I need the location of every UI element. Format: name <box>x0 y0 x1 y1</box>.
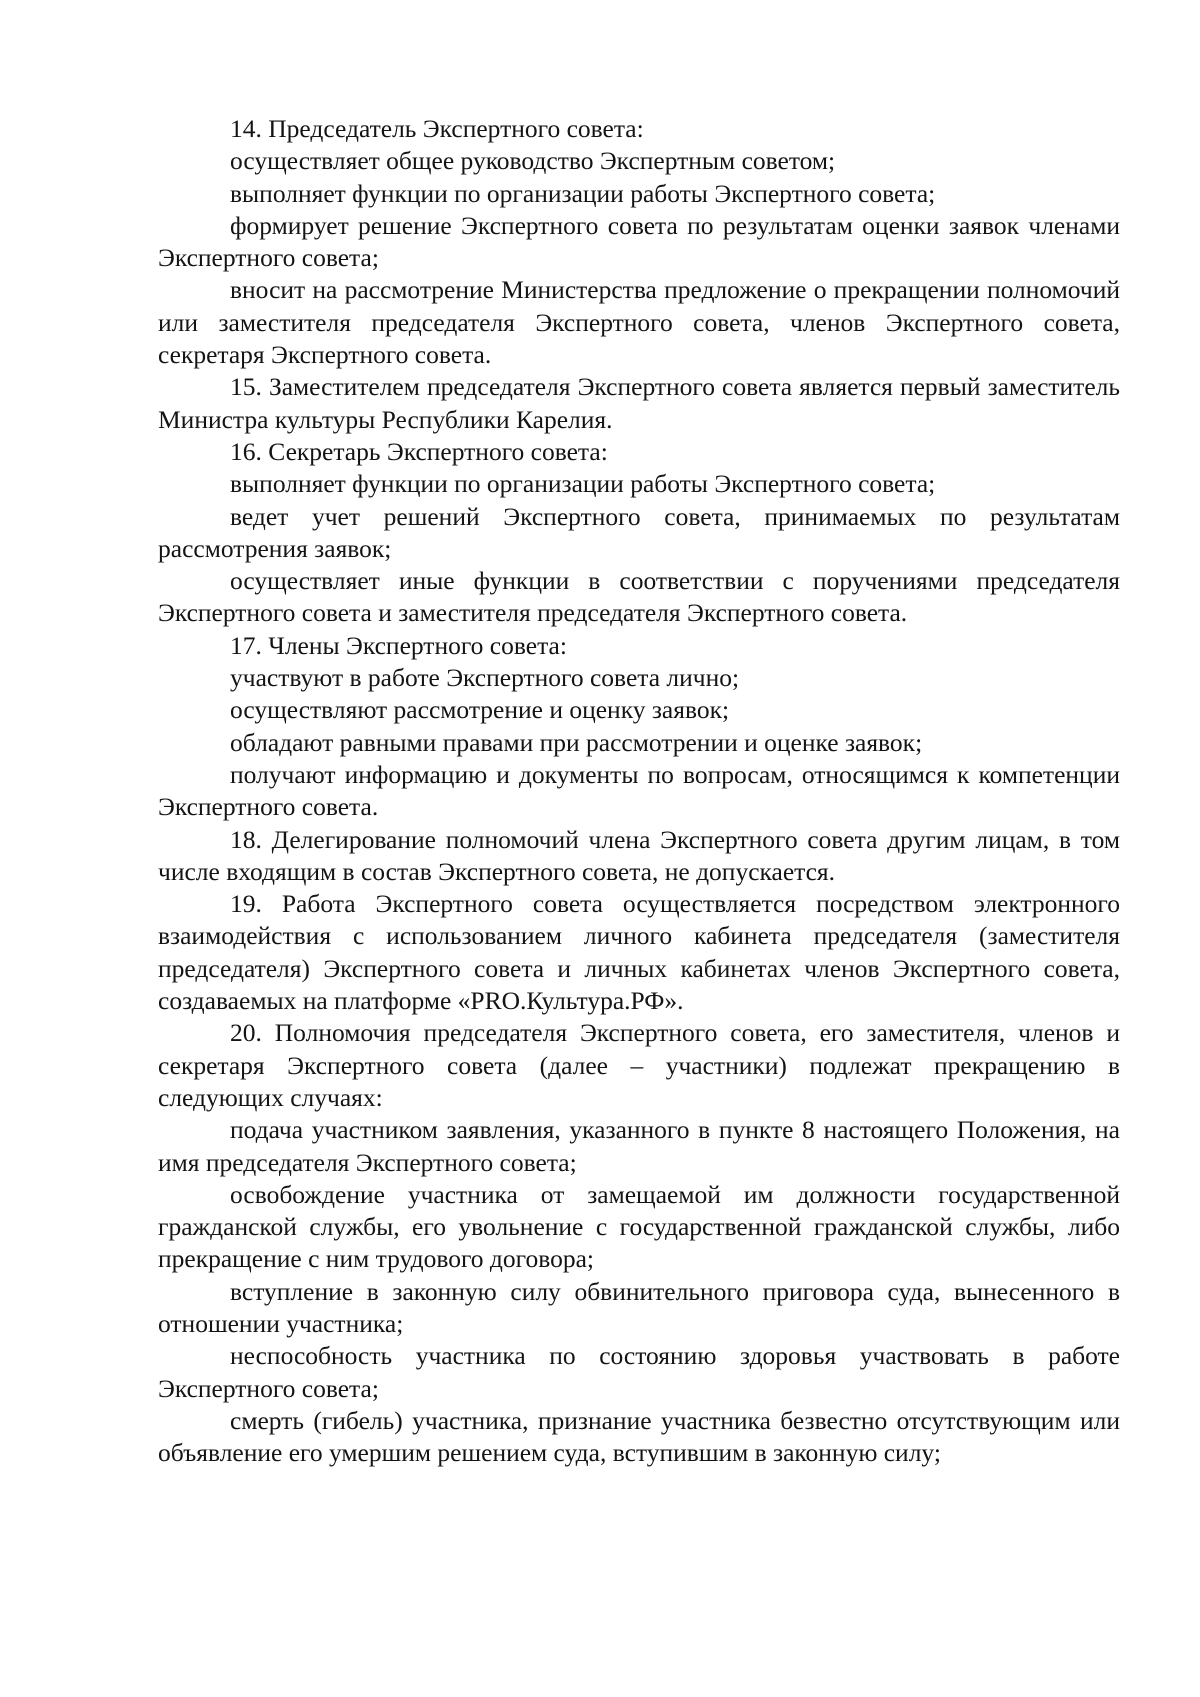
paragraph-16-item-other-functions: осуществляет иные функции в соответствии с поручениями председателя Экспертного совета и заместителя председателя Экспертного совета. <box>158 566 1120 628</box>
paragraph-14-item-proposal: вносит на рассмотрение Министерства предложение о прекращении полномочий или заместителя председателя Экспертного совета, членов Экспертного совета, секретаря Экспертного совета. <box>158 275 1120 370</box>
paragraph-17-heading: 17. Члены Экспертного совета: <box>230 630 567 660</box>
paragraph-15: 15. Заместителем председателя Экспертного совета является первый заместитель Министра культуры Республики Карелия. <box>158 372 1120 434</box>
document-body <box>158 113 1120 1469</box>
paragraph-14-item-decision: формирует решение Экспертного совета по результатам оценки заявок членами Экспертного совета; <box>158 210 1120 273</box>
paragraph-17-item-equal-rights: обладают равными правами при рассмотрении и оценке заявок; <box>230 727 923 757</box>
paragraph-14-item-general-management: осуществляет общее руководство Экспертным советом; <box>230 146 836 176</box>
paragraph-20-item-health: неспособность участника по состоянию здоровья участвовать в работе Экспертного совета; <box>158 1341 1120 1403</box>
paragraph-19: 19. Работа Экспертного совета осуществляется посредством электронного взаимодействия с использованием личного кабинета председателя (заместителя председателя) Экспертного совета и личных кабинетах членов Экспертного совета, создаваемых на платформе «PRO.Культура.РФ». <box>158 889 1120 1016</box>
paragraph-14-item-organization: выполняет функции по организации работы Экспертного совета; <box>230 178 936 208</box>
paragraph-16-item-organization: выполняет функции по организации работы Экспертного совета; <box>230 469 936 499</box>
paragraph-20-item-application: подача участником заявления, указанного в пункте 8 настоящего Положения, на имя председателя Экспертного совета; <box>158 1115 1120 1177</box>
paragraph-20-item-dismissal: освобождение участника от замещаемой им должности государственной гражданской службы, его увольнение с государственной гражданской службы, либо прекращение с ним трудового договора; <box>158 1179 1120 1274</box>
paragraph-18: 18. Делегирование полномочий члена Экспертного совета другим лицам, в том числе входящим в состав Экспертного совета, не допускается. <box>158 824 1120 886</box>
paragraph-20-item-death: смерть (гибель) участника, признание участника безвестно отсутствующим или объявление его умершим решением суда, вступившим в законную силу; <box>158 1405 1120 1468</box>
paragraph-16-item-records: ведет учет решений Экспертного совета, принимаемых по результатам рассмотрения заявок; <box>158 501 1120 563</box>
paragraph-16-heading: 16. Секретарь Экспертного совета: <box>230 436 608 466</box>
paragraph-17-item-participate: участвуют в работе Экспертного совета лично; <box>230 663 740 693</box>
paragraph-20-heading: 20. Полномочия председателя Экспертного совета, его заместителя, членов и секретаря Экспертного совета (далее – участники) подлежат прекращению в следующих случаях: <box>158 1018 1120 1112</box>
paragraph-20-item-conviction: вступление в законную силу обвинительного приговора суда, вынесенного в отношении участника; <box>158 1276 1120 1338</box>
paragraph-14-heading: 14. Председатель Экспертного совета: <box>230 114 644 143</box>
paragraph-17-item-review: осуществляют рассмотрение и оценку заявок; <box>230 695 730 725</box>
paragraph-17-item-information: получают информацию и документы по вопросам, относящимся к компетенции Экспертного совета. <box>158 759 1120 822</box>
